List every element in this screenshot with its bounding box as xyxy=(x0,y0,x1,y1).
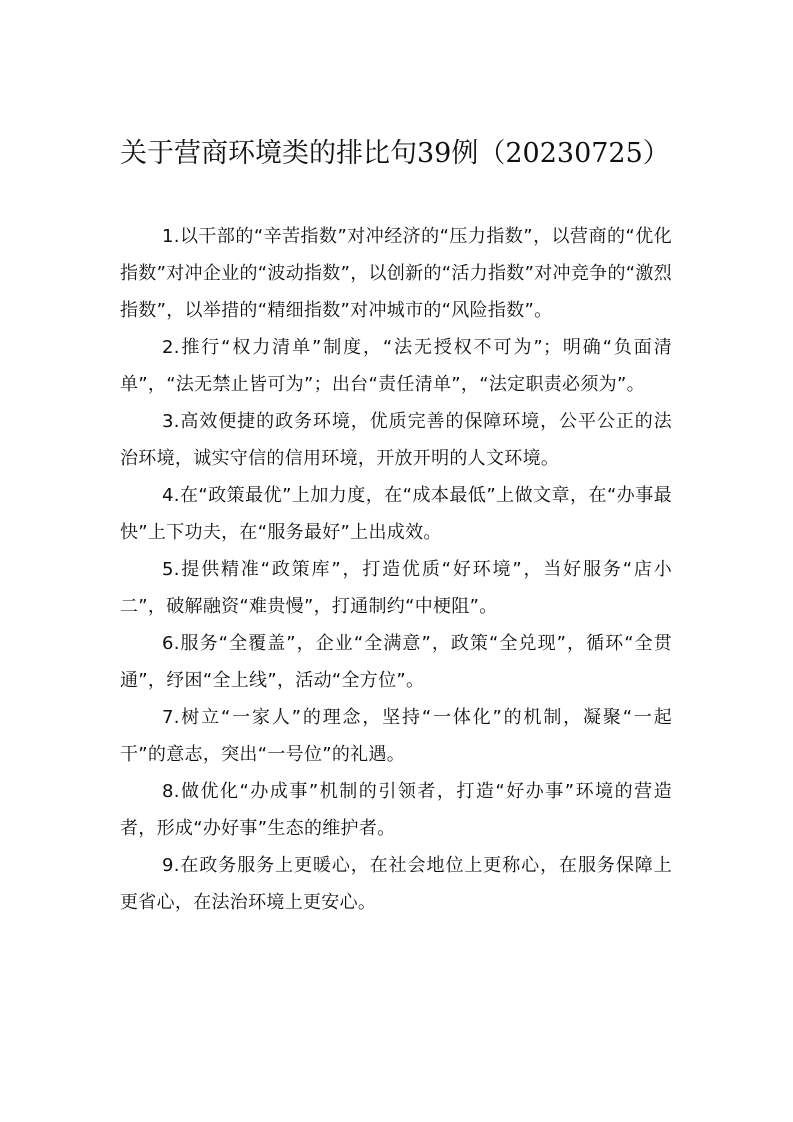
paragraph-7: 7.树立“一家人”的理念，坚持“一体化”的机制，凝聚“一起干”的意志，突出“一号位”的礼遇。 xyxy=(120,707,672,765)
paragraph-6: 6.服务“全覆盖”，企业“全满意”，政策“全兑现”，循环“全贯通”，纾困“全上线”，活动“全方位”。 xyxy=(120,633,672,691)
paragraph-1: 1.以干部的“辛苦指数”对冲经济的“压力指数”，以营商的“优化指数”对冲企业的“波动指数”，以创新的“活力指数”对冲竞争的“激烈指数”，以举措的“精细指数”对冲城市的“风险指数”。 xyxy=(120,226,672,321)
paragraph-8: 8.做优化“办成事”机制的引领者，打造“好办事”环境的营造者，形成“办好事”生态的维护者。 xyxy=(120,781,672,839)
paragraph-2: 2.推行“权力清单”制度，“法无授权不可为”；明确“负面清单”，“法无禁止皆可为”；出台“责任清单”，“法定职责必须为”。 xyxy=(120,337,672,395)
paragraph-5: 5.提供精准“政策库”，打造优质“好环境”，当好服务“店小二”，破解融资“难贵慢”，打通制约“中梗阻”。 xyxy=(120,559,672,617)
document-title: 关于营商环境类的排比句39例（20230725） xyxy=(120,138,670,169)
paragraph-9: 9.在政务服务上更暖心，在社会地位上更称心，在服务保障上更省心，在法治环境上更安心。 xyxy=(120,855,672,913)
paragraph-3: 3.高效便捷的政务环境，优质完善的保障环境，公平公正的法治环境，诚实守信的信用环境，开放开明的人文环境。 xyxy=(120,411,672,469)
paragraph-4: 4.在“政策最优”上加力度，在“成本最低”上做文章，在“办事最快”上下功夫，在“服务最好”上出成效。 xyxy=(120,485,672,543)
document-body xyxy=(120,218,672,921)
